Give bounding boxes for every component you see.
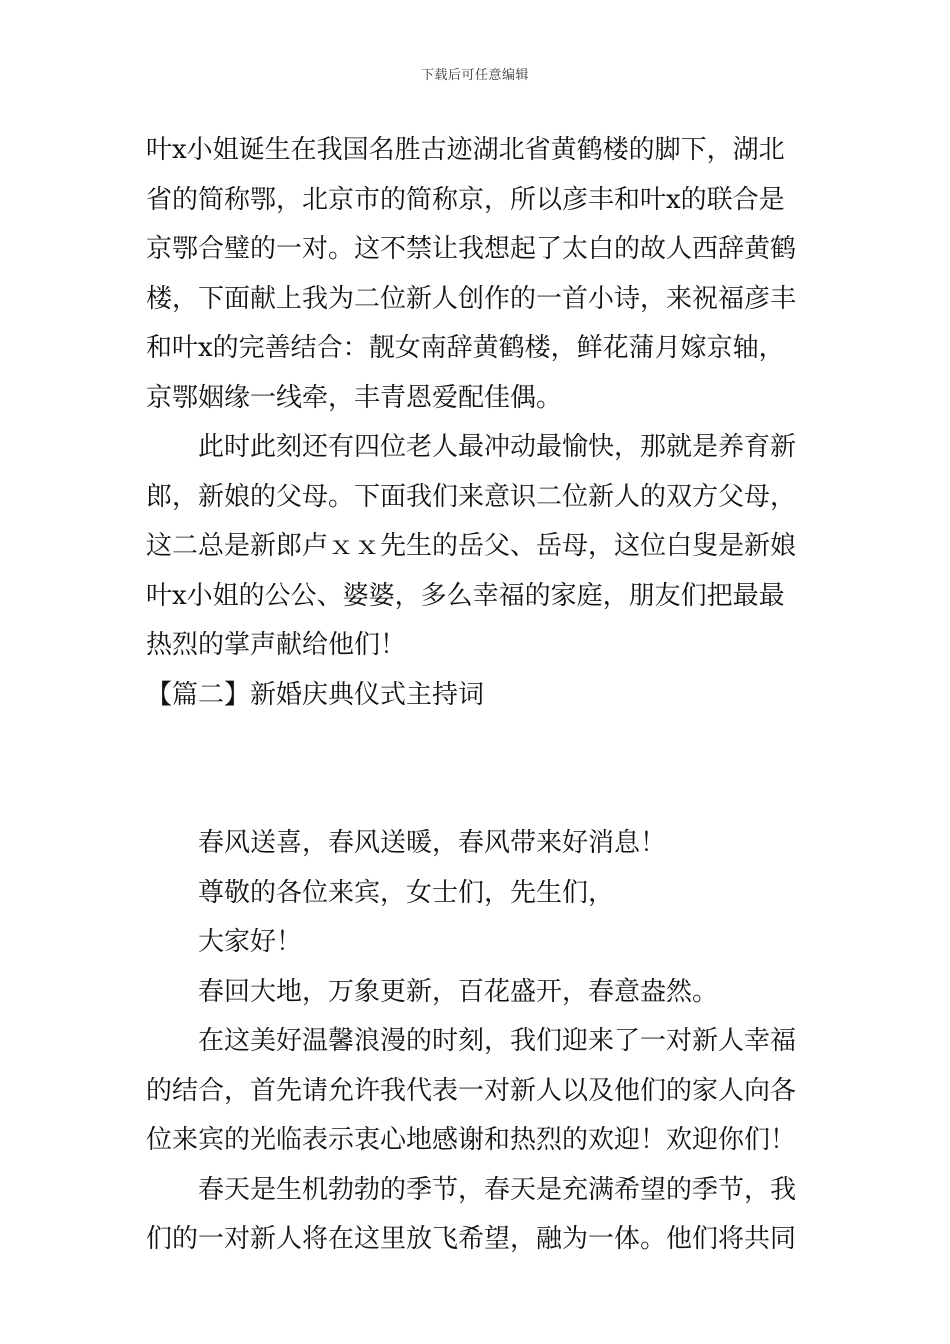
paragraph-3: 春风送喜，春风送暖，春风带来好消息！ [198, 828, 667, 858]
page-header: 下载后可任意编辑 [420, 68, 529, 83]
paragraph-7: 在这美好温馨浪漫的时刻，我们迎来了一对新人幸福的结合，首先请允许我代表一对新人以及他们的家人向各位来宾的光临表示衷心地感谢和热烈的欢迎！欢迎你们！ [146, 1026, 797, 1155]
paragraph-8: 春天是生机勃勃的季节，春天是充满希望的季节，我们的一对新人将在这里放飞希望，融为一体。他们将共同 [146, 1174, 797, 1254]
paragraph-6: 春回大地，万象更新，百花盛开，春意盎然。 [198, 976, 719, 1007]
paragraph-1: 叶x小姐诞生在我国名胜古迹湖北省黄鹤楼的脚下，湖北省的简称鄂，北京市的简称京，所以彦丰和叶x的联合是京鄂合璧的一对。这不禁让我想起了太白的故人西辞黄鹤楼，下面献上我为二位新人创作的一首小诗，来祝福彦丰和叶x的完善结合：靓女南辞黄鹤楼，鲜花蒲月嫁京轴，京鄂姻缘一线牵，丰青恩爱配佳偶。 [146, 135, 797, 413]
paragraph-2: 此时此刻还有四位老人最冲动最愉快，那就是养育新郎，新娘的父母。下面我们来意识二位新人的双方父母，这二总是新郎卢ｘｘ先生的岳父、岳母，这位白叟是新娘叶x小姐的公公、婆婆，多么幸福的家庭，朋友们把最最热烈的掌声献给他们！ [146, 432, 797, 660]
section-heading: 【篇二】新婚庆典仪式主持词 [146, 679, 485, 710]
document-body [146, 126, 808, 1265]
blank-space [146, 720, 808, 819]
paragraph-5: 大家好！ [198, 927, 303, 957]
paragraph-4: 尊敬的各位来宾，女士们，先生们， [198, 877, 615, 908]
